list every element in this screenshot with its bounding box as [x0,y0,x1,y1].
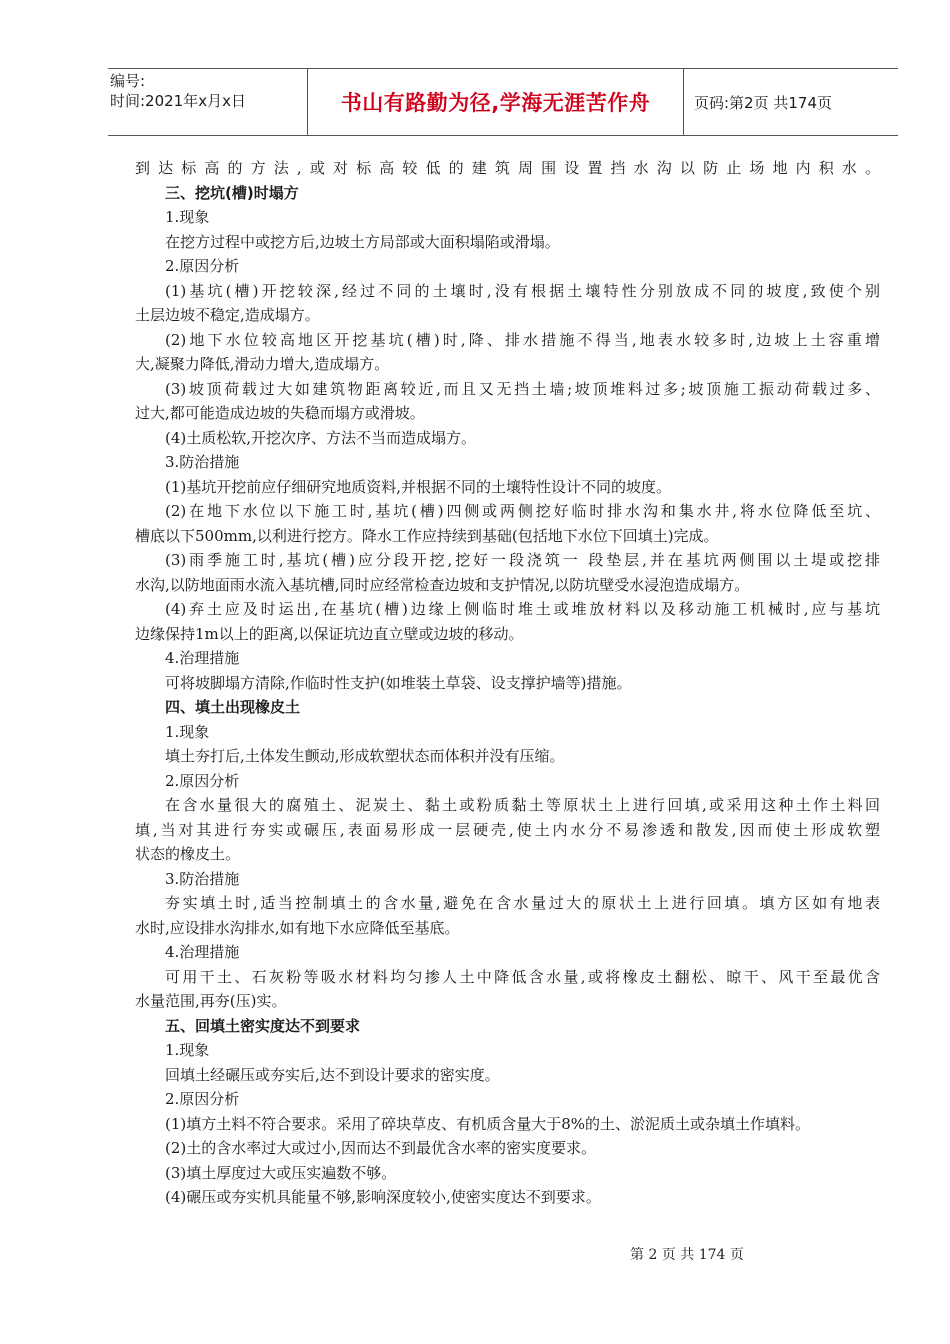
subheading: 1.现象 [165,208,210,226]
section-heading: 五、回填土密实度达不到要求 [165,1016,361,1035]
section-heading: 三、挖坑(槽)时塌方 [165,183,299,202]
paragraph-line: (4)土质松软,开挖次序、方法不当而造成塌方。 [165,428,477,447]
paragraph-line: 状态的橡皮土。 [135,845,241,863]
subheading: 4.治理措施 [165,649,240,667]
paragraph-line: 水量范围,再夯(压)实。 [135,992,287,1010]
paragraph-line: (1)基坑(槽)开挖较深,经过不同的土壤时,没有根据土壤特性分别放成不同的坡度,致使个别 [165,281,880,300]
page-footer: 第 2 页 共 174 页 [630,1247,744,1263]
paragraph-line: (3)填土厚度过大或压实遍数不够。 [165,1163,397,1182]
paragraph-line: 在挖方过程中或挖方后,边坡土方局部或大面积塌陷或滑塌。 [165,232,560,251]
paragraph-line: 回填土经碾压或夯实后,达不到设计要求的密实度。 [165,1065,500,1084]
subheading: 3.防治措施 [165,453,240,471]
paragraph-line: 槽底以下500mm,以利进行挖方。降水工作应持续到基础(包括地下水位下回填土)完成。 [135,526,719,545]
paragraph-line: 边缘保持1m以上的距离,以保证坑边直立壁或边坡的移动。 [135,624,524,643]
paragraph-line: 水时,应设排水沟排水,如有地下水应降低至基底。 [135,918,460,937]
header-motto [308,69,684,135]
paragraph-line: 夯实填土时,适当控制填土的含水量,避免在含水量过大的原状土上进行回填。填方区如有地表 [165,894,880,912]
paragraph-line: (3)坡顶荷载过大如建筑物距离较近,而且又无挡土墙;坡顶堆料过多;坡顶施工振动荷载过多、 [165,379,880,398]
subheading: 1.现象 [165,722,210,741]
motto-text: 书山有路勤为径,学海无涯苦作舟 [340,91,651,115]
paragraph-line: (2)在地下水位以下施工时,基坑(槽)四侧或两侧挖好临时排水沟和集水井,将水位降低至坑、 [165,502,880,520]
paragraph-line: 到达标高的方法,或对标高较低的建筑周围设置挡水沟以防止场地内积水。 [135,159,880,177]
paragraph-line: 填,当对其进行夯实或碾压,表面易形成一层硬壳,使土内水分不易渗透和散发,因而使土形成软塑 [135,820,880,839]
paragraph-line: (3)雨季施工时,基坑(槽)应分段开挖,挖好一段浇筑一 段垫层,并在基坑两侧围以土堤或挖排 [165,551,880,569]
subheading: 2.原因分析 [165,771,240,790]
subheading: 4.治理措施 [165,943,240,961]
subheading: 3.防治措施 [165,869,240,888]
paragraph-line: 过大,都可能造成边坡的失稳而塌方或滑坡。 [135,404,425,422]
paragraph-line: (2)地下水位较高地区开挖基坑(槽)时,降、排水措施不得当,地表水较多时,边坡上土容重增 [165,330,880,349]
subheading: 2.原因分析 [165,257,240,275]
paragraph-line: 土层边坡不稳定,造成塌方。 [135,306,320,324]
subheading: 1.现象 [165,1041,210,1059]
page-header [108,68,898,136]
body-text [135,156,880,1210]
header-page-info: 页码:第2页 共174页 [694,93,832,112]
date-label: 时间:2021年x月x日 [110,92,246,110]
header-meta [108,69,308,135]
paragraph-line: 可用干土、石灰粉等吸水材料均匀掺人土中降低含水量,或将橡皮土翻松、晾干、风干至最优含 [165,967,880,986]
subheading: 2.原因分析 [165,1090,240,1108]
code-label: 编号: [110,72,146,90]
paragraph-line: 在含水量很大的腐殖土、泥炭土、黏土或粉质黏土等原状土上进行回填,或采用这种土作土料回 [165,796,880,814]
paragraph-line: 水沟,以防地面雨水流入基坑槽,同时应经常检查边坡和支护情况,以防坑壁受水浸泡造成塌方。 [135,575,750,594]
paragraph-line: (1)基坑开挖前应仔细研究地质资料,并根据不同的土壤特性设计不同的坡度。 [165,477,672,496]
paragraph-line: (2)土的含水率过大或过小,因而达不到最优含水率的密实度要求。 [165,1139,597,1157]
paragraph-line: (1)填方土料不符合要求。采用了碎块草皮、有机质含量大于8%的土、淤泥质土或杂填土作填料。 [165,1114,811,1133]
paragraph-line: 填土夯打后,土体发生颤动,形成软塑状态而体积并没有压缩。 [165,747,565,765]
paragraph-line: (4)碾压或夯实机具能量不够,影响深度较小,使密实度达不到要求。 [165,1188,601,1206]
section-heading: 四、填土出现橡皮土 [165,698,301,716]
paragraph-line: (4)弃土应及时运出,在基坑(槽)边缘上侧临时堆土或堆放材料以及移动施工机械时,应与基坑 [165,600,880,618]
paragraph-line: 大,凝聚力降低,滑动力增大,造成塌方。 [135,355,390,373]
paragraph-line: 可将坡脚塌方清除,作临时性支护(如堆装土草袋、设支撑护墙等)措施。 [165,673,632,692]
